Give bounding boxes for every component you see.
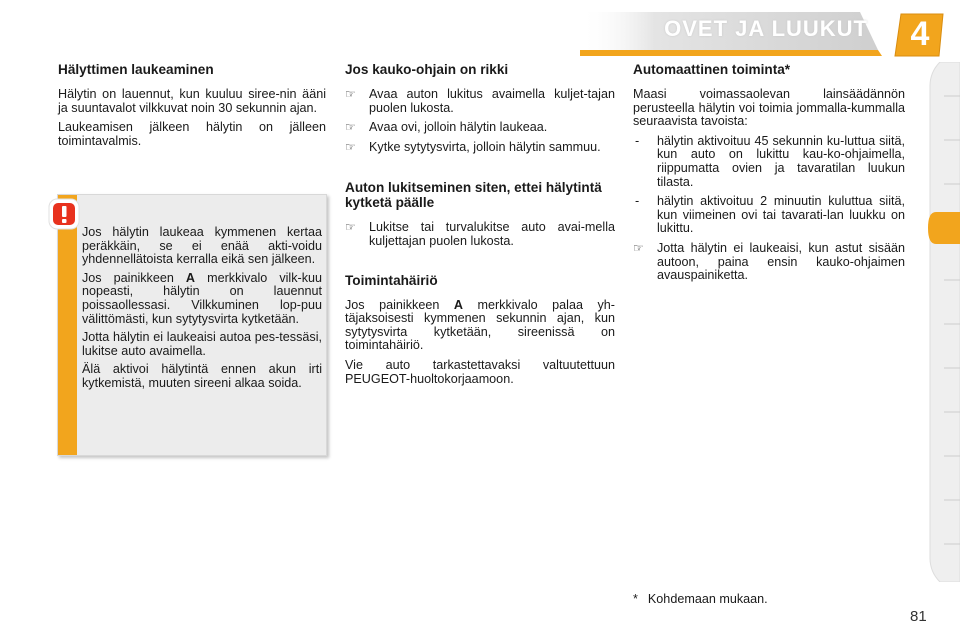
list-item-text: hälytin aktivoituu 45 sekunnin ku-luttua siitä, kun auto on lukittu kau-ko-ohjaimella, riippumatta ovien ja tavaratilan luukun tilasta.: [657, 133, 905, 189]
paragraph: Laukeamisen jälkeen hälytin on jälleen toimintavalmis.: [58, 120, 326, 148]
pointing-hand-icon: ☞: [345, 139, 356, 154]
section-heading: Toimintahäiriö: [345, 272, 438, 288]
section-heading: Jos kauko-ohjain on rikki: [345, 62, 509, 77]
warning-paragraph: Älä aktivoi hälytintä ennen akun irti kytkemistä, muuten sireeni alkaa soida.: [82, 362, 322, 390]
list-item: [345, 88, 615, 115]
pointing-hand-icon: ☞: [345, 220, 356, 235]
pointing-hand-icon: ☞: [345, 87, 356, 101]
list-item-text: Lukitse tai turvalukitse auto avai-mella kuljettajan puolen lukosta.: [369, 220, 615, 248]
warning-text: [82, 226, 322, 396]
list-item-text: Jotta hälytin ei laukeaisi, kun astut sisään autoon, paina ensin kauko-ohjaimen avauspainiketta.: [657, 240, 905, 283]
list-item-text: Avaa auton lukitus avaimella kuljet-tajan puolen lukosta.: [369, 87, 615, 115]
text-run: merkkivalo vilk-kuu nopeasti, hälytin on lauennut poissaollessasi. Vilkkuminen lop-puu välittömästi, kun sytytysvirta kytketään.: [82, 270, 323, 326]
text-run: Jos painikkeen: [82, 270, 186, 285]
page-title: OVET JA LUUKUT: [664, 16, 868, 41]
warning-paragraph: Jos hälytin laukeaa kymmenen kertaa peräkkäin, se ei enää akti-voidu yhdennellätoista kerralla eikä sen jälkeen.: [82, 225, 322, 267]
dash-marker: -: [635, 194, 640, 209]
pointing-hand-icon: ☞: [633, 240, 644, 255]
chapter-number: 4: [910, 14, 930, 53]
warning-paragraph: [82, 272, 322, 326]
list-item: [345, 141, 615, 155]
list-item-text: Kytke sytytysvirta, jolloin hälytin sammuu.: [369, 139, 601, 154]
paragraph: Maasi voimassaolevan lainsäädännön perusteella hälytin voi toimia jommalla-kummalla seuraavista tavoista:: [633, 87, 905, 129]
list-item-text: Avaa ovi, jolloin hälytin laukeaa.: [369, 120, 548, 135]
chapter-tab-rail: [926, 62, 960, 582]
pointing-hand-icon: ☞: [345, 120, 356, 135]
section-heading: Auton lukitseminen siten, ettei hälytintä kytketä päälle: [345, 180, 602, 211]
footnote-marker: *: [633, 592, 638, 606]
list-item: [633, 135, 905, 189]
button-label-a: A: [453, 297, 463, 312]
section-heading: Automaattinen toiminta*: [633, 62, 791, 77]
column-automatic-operation: [633, 62, 905, 289]
warning-accent-bar: [58, 195, 77, 455]
list-item: [345, 221, 615, 248]
warning-paragraph: Jotta hälytin ei laukeaisi autoa pes-tessäsi, lukitse auto avaimella.: [82, 330, 322, 358]
list-item-text: hälytin aktivoituu 2 minuutin kuluttua siitä, kun viimeinen ovi tai tavarati-lan luukku on lukittu.: [657, 194, 905, 236]
paragraph: [345, 299, 615, 353]
column-remote-broken: [345, 62, 615, 392]
list-item: [345, 121, 615, 135]
text-run: Jos painikkeen: [345, 297, 454, 312]
list-item: [633, 195, 905, 236]
exclamation-icon: [46, 196, 82, 232]
footnote-text: Kohdemaan mukaan.: [647, 592, 768, 606]
dash-marker: -: [635, 133, 640, 148]
paragraph: Hälytin on lauennut, kun kuuluu siree-nin ääni ja suuntavalot vilkkuvat noin 30 sekunnin ajan.: [58, 87, 326, 115]
list-item: [633, 242, 905, 283]
text-run: merkkivalo palaa yh-täjaksoisesti kymmenen sekunnin ajan, kun sytytysvirta kytketään, sireenissä on toimintahäiriö.: [345, 297, 615, 353]
paragraph: Vie auto tarkastettavaksi valtuutettuun PEUGEOT-huoltokorjaamoon.: [345, 357, 615, 386]
footnote: [633, 592, 768, 606]
page-number: 81: [910, 608, 927, 625]
column-alarm-triggered: [58, 62, 326, 154]
button-label-a: A: [185, 270, 196, 285]
section-heading: Hälyttimen laukeaminen: [58, 62, 214, 77]
